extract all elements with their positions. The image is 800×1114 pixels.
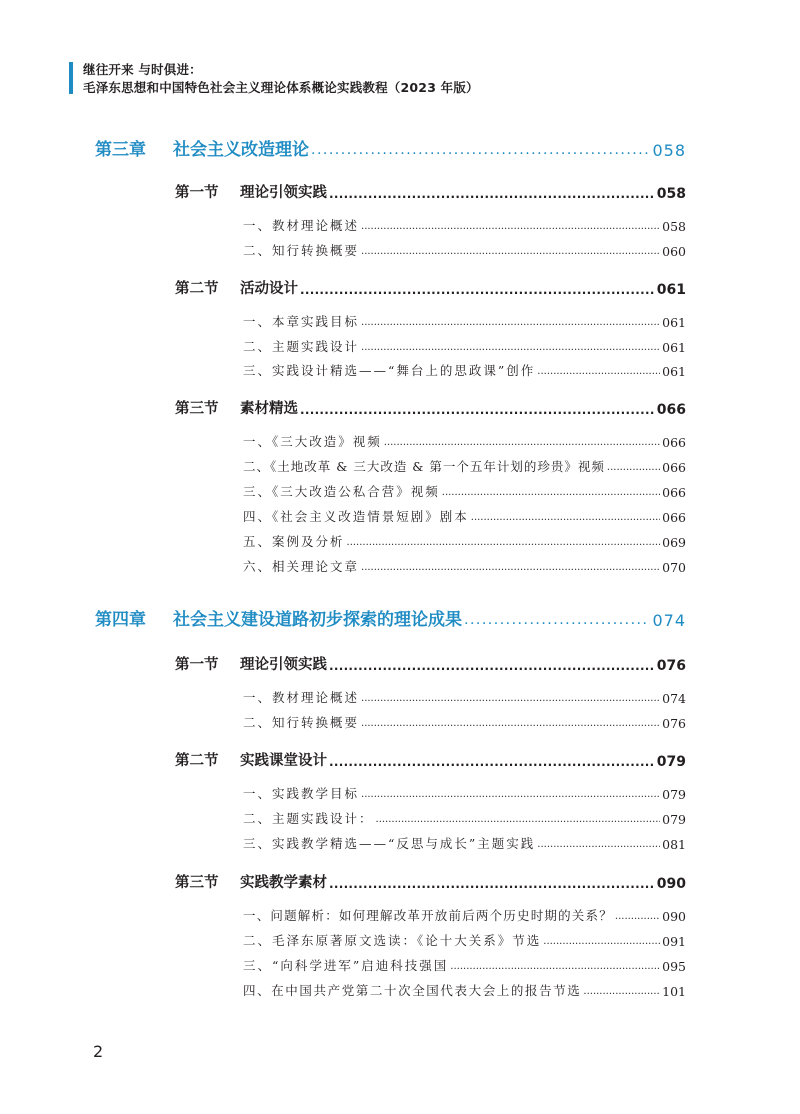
toc-item[interactable]	[243, 430, 686, 450]
section-page: 090	[656, 876, 686, 892]
dot-leader	[464, 610, 650, 630]
item-title: 三、“向科学进军”启迪科技强国	[243, 958, 449, 973]
item-page: 079	[662, 787, 686, 802]
item-page: 061	[662, 315, 686, 330]
toc-section[interactable]	[175, 396, 686, 418]
item-title: 二、主题实践设计	[243, 339, 360, 354]
dot-leader	[300, 402, 655, 418]
dot-leader	[471, 511, 660, 525]
dot-leader	[615, 910, 660, 924]
item-page: 060	[662, 244, 686, 259]
dot-leader	[300, 282, 655, 298]
toc-chapter-3[interactable]	[95, 134, 686, 160]
dot-leader	[376, 813, 661, 827]
header-title-line2: 毛泽东思想和中国特色社会主义理论体系概论实践教程（2023 年版）	[83, 80, 479, 95]
section-title: 实践课堂设计	[240, 753, 327, 769]
toc-item[interactable]	[243, 455, 686, 475]
toc-item[interactable]	[243, 832, 686, 852]
section-label: 第三节	[175, 401, 219, 417]
dot-leader	[361, 561, 660, 575]
item-title: 三、实践教学精选——“反思与成长”主题实践	[243, 836, 536, 851]
dot-leader	[361, 692, 660, 706]
page-number: 2	[93, 1042, 104, 1061]
dot-leader	[329, 876, 655, 892]
dot-leader	[311, 140, 650, 160]
section-title: 活动设计	[240, 281, 298, 297]
dot-leader	[361, 220, 660, 234]
item-title: 二、知行转换概要	[243, 715, 360, 730]
section-page: 061	[656, 282, 686, 298]
section-label: 第一节	[175, 657, 219, 673]
item-title: 二、《土地改革 & 三大改造 & 第一个五年计划的珍贵》视频	[243, 459, 605, 474]
item-title: 四、在中国共产党第二十次全国代表大会上的报告节选	[243, 983, 582, 998]
section-label: 第一节	[175, 185, 219, 201]
running-header	[69, 60, 729, 94]
chapter-label: 第四章	[95, 610, 146, 630]
item-title: 一、本章实践目标	[243, 314, 360, 329]
toc-item[interactable]	[243, 239, 686, 259]
item-page: 066	[662, 510, 686, 525]
toc-item[interactable]	[243, 505, 686, 525]
item-page: 069	[662, 535, 686, 550]
section-label: 第三节	[175, 875, 219, 891]
dot-leader	[329, 186, 655, 202]
item-title: 三、《三大改造公私合营》视频	[243, 484, 440, 499]
toc-item[interactable]	[243, 929, 686, 949]
item-page: 095	[662, 959, 686, 974]
item-title: 五、案例及分析	[243, 534, 345, 549]
toc-item[interactable]	[243, 480, 686, 500]
toc-item[interactable]	[243, 530, 686, 550]
chapter-title: 社会主义改造理论	[173, 140, 309, 160]
item-page: 081	[662, 837, 686, 852]
item-page: 090	[662, 909, 686, 924]
item-page: 066	[662, 435, 686, 450]
toc-item[interactable]	[243, 904, 686, 924]
dot-leader	[347, 536, 661, 550]
section-page: 066	[656, 402, 686, 418]
section-title: 素材精选	[240, 401, 298, 417]
section-page: 058	[656, 186, 686, 202]
dot-leader	[361, 341, 660, 355]
header-title-line1: 继往开来 与时俱进：	[83, 62, 202, 77]
section-title: 理论引领实践	[240, 185, 327, 201]
toc-item[interactable]	[243, 214, 686, 234]
toc-item[interactable]	[243, 711, 686, 731]
item-title: 三、实践设计精选——“舞台上的思政课”创作	[243, 363, 536, 378]
item-title: 六、相关理论文章	[243, 559, 360, 574]
chapter-label: 第三章	[95, 140, 146, 160]
toc-section[interactable]	[175, 652, 686, 674]
toc-item[interactable]	[243, 807, 686, 827]
item-page: 101	[662, 984, 686, 999]
item-page: 079	[662, 812, 686, 827]
dot-leader	[361, 245, 660, 259]
toc-item[interactable]	[243, 979, 686, 999]
toc-item[interactable]	[243, 954, 686, 974]
item-title: 一、《三大改造》视频	[243, 434, 382, 449]
dot-leader	[361, 316, 660, 330]
section-label: 第二节	[175, 281, 219, 297]
toc-item[interactable]	[243, 686, 686, 706]
dot-leader	[450, 960, 660, 974]
dot-leader	[537, 365, 660, 379]
section-page: 079	[656, 754, 686, 770]
item-title: 二、主题实践设计：	[243, 811, 374, 826]
item-page: 066	[662, 460, 686, 475]
item-page: 061	[662, 364, 686, 379]
toc-item[interactable]	[243, 782, 686, 802]
item-title: 一、问题解析：如何理解改革开放前后两个历史时期的关系？	[243, 908, 613, 923]
item-page: 066	[662, 485, 686, 500]
toc-chapter-4[interactable]	[95, 604, 686, 630]
dot-leader	[607, 461, 660, 475]
item-title: 一、教材理论概述	[243, 690, 360, 705]
header-accent-bar	[69, 62, 73, 94]
item-page: 058	[662, 219, 686, 234]
item-page: 091	[662, 934, 686, 949]
toc-item[interactable]	[243, 310, 686, 330]
dot-leader	[384, 436, 660, 450]
dot-leader	[537, 838, 660, 852]
item-title: 一、教材理论概述	[243, 218, 360, 233]
item-title: 一、实践教学目标	[243, 786, 360, 801]
item-page: 074	[662, 691, 686, 706]
chapter-page: 074	[652, 611, 686, 630]
toc-section[interactable]	[175, 870, 686, 892]
item-title: 二、毛泽东原著原文选读：《论十大关系》节选	[243, 933, 542, 948]
dot-leader	[329, 754, 655, 770]
dot-leader	[361, 717, 660, 731]
section-title: 实践教学素材	[240, 875, 327, 891]
section-label: 第二节	[175, 753, 219, 769]
item-page: 061	[662, 340, 686, 355]
dot-leader	[543, 935, 660, 949]
toc-section[interactable]	[175, 276, 686, 298]
chapter-title: 社会主义建设道路初步探索的理论成果	[173, 610, 462, 630]
toc-section[interactable]	[175, 180, 686, 202]
dot-leader	[583, 985, 660, 999]
toc-item[interactable]	[243, 359, 686, 379]
chapter-page: 058	[652, 141, 686, 160]
toc-item[interactable]	[243, 335, 686, 355]
item-page: 070	[662, 560, 686, 575]
item-title: 四、《社会主义改造情景短剧》剧本	[243, 509, 469, 524]
toc-section[interactable]	[175, 748, 686, 770]
toc-item[interactable]	[243, 555, 686, 575]
dot-leader	[361, 788, 660, 802]
section-page: 076	[656, 658, 686, 674]
dot-leader	[329, 658, 655, 674]
section-title: 理论引领实践	[240, 657, 327, 673]
item-page: 076	[662, 716, 686, 731]
dot-leader	[442, 486, 660, 500]
item-title: 二、知行转换概要	[243, 243, 360, 258]
